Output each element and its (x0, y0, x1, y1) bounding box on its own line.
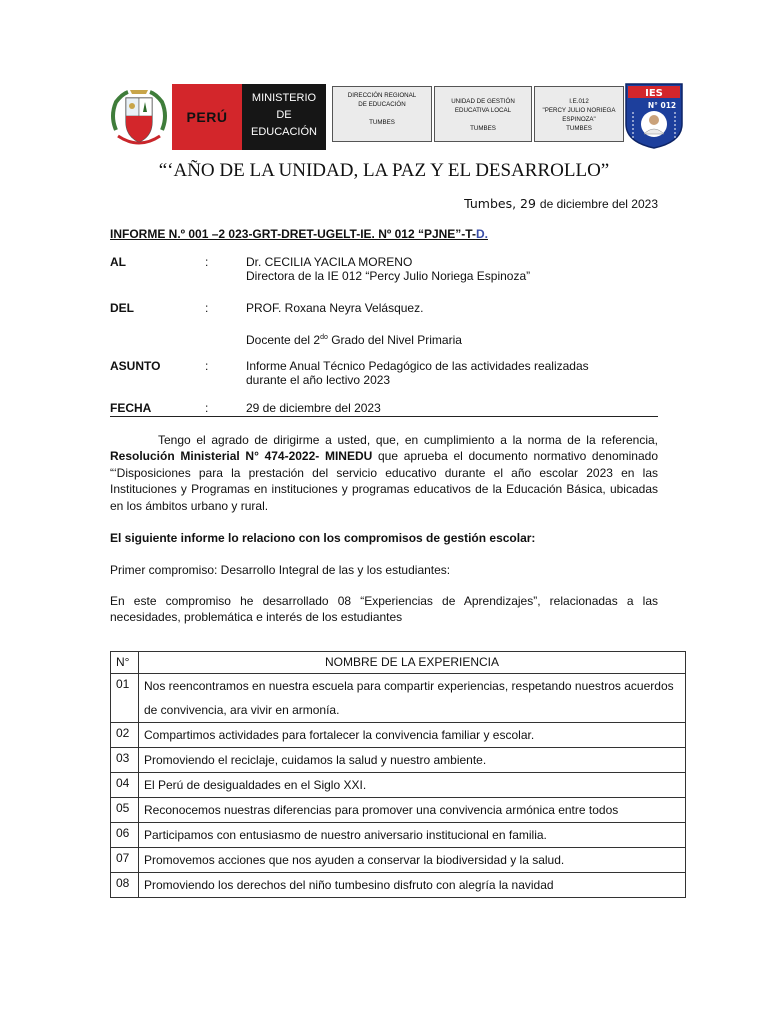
table-row (111, 674, 686, 723)
field-label: ASUNTO (110, 359, 161, 373)
ie-line: TUMBES (566, 125, 592, 132)
experience-name: El Perú de desigualdades en el Siglo XXI. (139, 773, 686, 798)
experience-name: Compartimos actividades para fortalecer la convivencia familiar y escolar. (139, 723, 686, 748)
table-row (111, 798, 686, 823)
field-label: DEL (110, 301, 134, 315)
row-number: 03 (111, 748, 139, 773)
intro-text: Tengo el agrado de dirigirme a usted, que, en cumplimiento a la norma de la referencia, (158, 433, 658, 447)
sender-role (246, 331, 666, 347)
table-row (111, 873, 686, 898)
resolution-reference: Resolución Ministerial N° 474-2022- MINEDU (110, 449, 373, 464)
experiences-intro: En este compromiso he desarrollado 08 “Experiencias de Aprendizajes”, relacionadas a las necesidades, problemática e interés de los estudiantes (110, 594, 658, 625)
row-number: 01 (111, 674, 139, 723)
place-date-city: Tumbes, 29 (464, 196, 540, 211)
experience-name: Nos reencontramos en nuestra escuela para compartir experiencias, respetando nuestros acuerdos de convivencia, ara vivir en armonía. (139, 674, 686, 723)
report-number-suffix: D. (475, 227, 488, 241)
column-header: NOMBRE DE LA EXPERIENCIA (139, 652, 686, 674)
report-number (110, 227, 488, 241)
crest-title: IES (645, 88, 663, 99)
dre-line: TUMBES (369, 119, 395, 126)
table-row (111, 848, 686, 873)
intro-paragraph (110, 432, 658, 514)
subject-line: durante el año lectivo 2023 (246, 373, 391, 387)
experience-name: Reconocemos nuestras diferencias para promover una convivencia armónica entre todos (139, 798, 686, 823)
experiences-table (110, 651, 686, 898)
ie-line: ESPINOZA" (562, 116, 596, 123)
subject-line: Informe Anual Técnico Pedagógico de las actividades realizadas (246, 359, 589, 373)
row-number: 04 (111, 773, 139, 798)
field-colon: : (205, 401, 209, 415)
table-header-row (111, 652, 686, 674)
ministry-box (242, 84, 326, 150)
place-date-rest: de diciembre del 2023 (539, 197, 658, 211)
section-heading: El siguiente informe lo relaciono con los compromisos de gestión escolar: (110, 531, 536, 545)
table-row (111, 823, 686, 848)
peru-label: PERÚ (186, 109, 228, 125)
divider (110, 416, 658, 417)
experience-name: Promovemos acciones que nos ayuden a conservar la biodiversidad y la salud. (139, 848, 686, 873)
table-row (111, 723, 686, 748)
addressee-name: Dr. CECILIA YACILA MORENO (246, 255, 413, 269)
field-label: FECHA (110, 401, 152, 415)
sender-role-sup: do (320, 334, 328, 341)
report-number-main: INFORME N.º 001 –2 023-GRT-DRET-UGELT-IE. Nº 012 “PJNE”-T- (110, 227, 476, 241)
row-number: 07 (111, 848, 139, 873)
ugel-line: TUMBES (470, 125, 496, 132)
date-value: 29 de diciembre del 2023 (246, 401, 381, 415)
field-colon: : (205, 255, 209, 269)
ministry-line: EDUCACIÓN (250, 126, 317, 138)
row-number: 06 (111, 823, 139, 848)
experience-name: Promoviendo el reciclaje, cuidamos la salud y nuestro ambiente. (139, 748, 686, 773)
ugel-line: UNIDAD DE GESTIÓN (451, 98, 515, 105)
column-header: N° (111, 652, 139, 674)
experience-name: Participamos con entusiasmo de nuestro aniversario institucional en familia. (139, 823, 686, 848)
first-commitment: Primer compromiso: Desarrollo Integral de las y los estudiantes: (110, 563, 451, 577)
ugel-line: EDUCATIVA LOCAL (454, 107, 512, 114)
row-number: 05 (111, 798, 139, 823)
place-date (464, 196, 658, 211)
ministry-line: MINISTERIO (251, 92, 317, 104)
sender-name: PROF. Roxana Neyra Velásquez. (246, 301, 424, 315)
year-title: “‘AÑO DE LA UNIDAD, LA PAZ Y EL DESARROLLO” (158, 160, 610, 181)
intro-text: que aprueba el documento normativo denominado “‘Disposiciones para la prestación del servicio educativo durante el año escolar 2023 en las Instituciones y Programas en instituciones y programas educativos de la Educación Básica, ubicadas en los ámbitos urbano y rural. (110, 449, 658, 513)
school-crest-icon (624, 82, 684, 150)
ministry-line: DE (276, 109, 292, 121)
ie-line: I.E.012 (569, 98, 589, 105)
ie-line: "PERCY JULIO NORIEGA (542, 107, 616, 114)
table-row (111, 748, 686, 773)
dre-line: DE EDUCACIÓN (358, 101, 406, 108)
subject-value (246, 359, 666, 387)
peru-coat-of-arms-icon (108, 86, 170, 152)
row-number: 08 (111, 873, 139, 898)
dre-box (332, 86, 432, 142)
peru-brand-box (172, 84, 242, 150)
field-colon: : (205, 359, 209, 373)
addressee-role: Directora de la IE 012 “Percy Julio Noriega Espinoza” (246, 269, 531, 283)
ie-box (534, 86, 624, 142)
crest-number: N° 012 (647, 101, 677, 110)
sender-role-post: Grado del Nivel Primaria (327, 333, 462, 347)
dre-line: DIRECCIÓN REGIONAL (347, 92, 417, 99)
experience-name: Promoviendo los derechos del niño tumbesino disfruto con alegría la navidad (139, 873, 686, 898)
field-value (246, 255, 666, 283)
table-row (111, 773, 686, 798)
field-label: AL (110, 255, 126, 269)
sender-role-pre: Docente del 2 (246, 333, 321, 347)
row-number: 02 (111, 723, 139, 748)
field-colon: : (205, 301, 209, 315)
ugel-box (434, 86, 532, 142)
